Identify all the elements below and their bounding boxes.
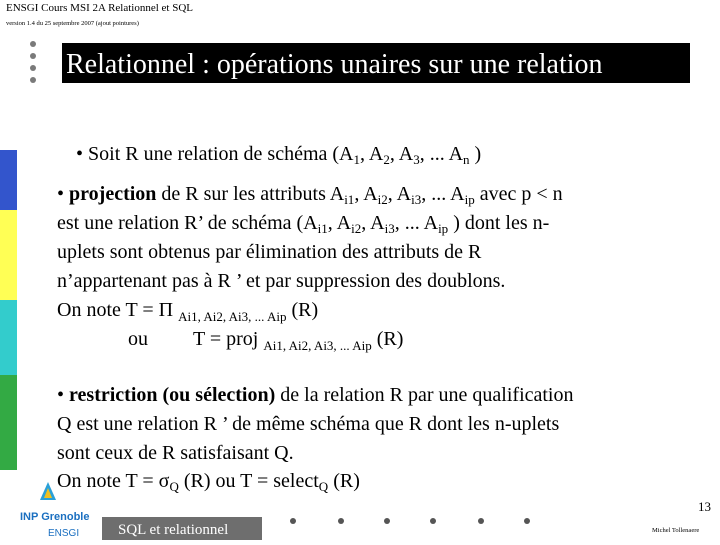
footer-dot <box>290 518 296 524</box>
projection-line-2: est une relation R’ de schéma ($A_{i1}$, $A_{i2}$, $A_{i3}$, ... $A_{ip}$ ) dont les n- <box>57 212 550 236</box>
decor-dot <box>30 53 36 59</box>
decor-dot <box>30 41 36 47</box>
intro-line: • Soit R une relation de schéma ($A_1$, $A_2$, $A_3$, ... $A_n$ ) <box>76 143 482 167</box>
inpg-logo <box>18 478 106 540</box>
projection-or-note: ou T = proj $_{Ai1, Ai2, Ai3, ... Aip}$ (R) <box>128 328 404 353</box>
projection-line-1: • projection de R sur les attributs $A_{i1}$, $A_{i2}$, $A_{i3}$, ... $A_{ip}$ avec p < n <box>57 183 563 207</box>
svg-text:INP Grenoble: INP Grenoble <box>20 511 90 523</box>
decor-dot <box>30 77 36 83</box>
color-bar-yellow <box>0 210 17 300</box>
author-name: Michel Tollenaere <box>652 527 700 534</box>
restriction-line-1: • restriction (ou sélection) de la relation R par une qualification <box>57 384 574 406</box>
projection-line-3: uplets sont obtenus par élimination des attributs de R <box>57 241 482 263</box>
projection-line-4: n’appartenant pas à R ’ et par suppression des doublons. <box>57 270 506 292</box>
footer-dot <box>384 518 390 524</box>
logo-icon <box>18 478 106 540</box>
color-bar-blue <box>0 150 17 210</box>
decor-dot <box>30 65 36 71</box>
projection-note: On note T = Π $_{Ai1, Ai2, Ai3, ... Aip}$ (R) <box>57 299 319 324</box>
restriction-line-2: Q est une relation R ’ de même schéma que R dont les n-uplets <box>57 413 560 435</box>
color-bar-cyan <box>0 300 17 375</box>
footer-dot <box>524 518 530 524</box>
slide-title: Relationnel : opérations unaires sur une relation <box>66 49 603 80</box>
footer-dot <box>338 518 344 524</box>
color-bar-green <box>0 375 17 470</box>
restriction-note: On note $T = \sigma_Q$ (R) ou T = select$_Q$ (R) <box>57 470 360 494</box>
restriction-line-3: sont ceux de R satisfaisant Q. <box>57 442 294 464</box>
page-number: 13 <box>698 499 711 514</box>
version-header: version 1.4 du 25 septembre 2007 (ajout pointures) <box>6 20 139 27</box>
footer-label: SQL et relationnel <box>118 522 229 538</box>
footer-dot <box>478 518 484 524</box>
course-header: ENSGI Cours MSI 2A Relationnel et SQL <box>6 2 193 14</box>
footer-dot <box>430 518 436 524</box>
svg-text:ENSGI: ENSGI <box>48 528 80 539</box>
